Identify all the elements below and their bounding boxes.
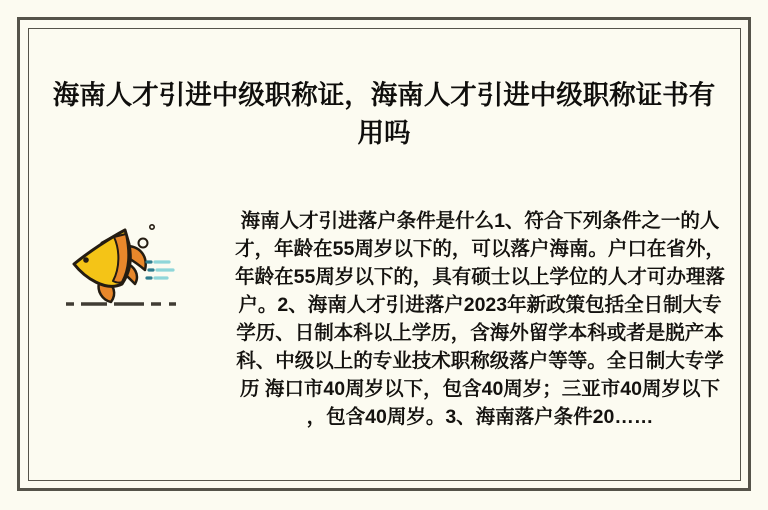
article-line-4: 户。2、海南人才引进落户2023年新政策包括全日制大专 xyxy=(238,294,722,316)
article-line-2: 才，年龄在55周岁以下的，可以落户海南。户口在省外， xyxy=(235,238,725,260)
fish-illustration xyxy=(62,212,184,312)
article-line-8: ，包含40周岁。3、海南落户条件20…… xyxy=(306,406,654,428)
bubble-large-icon xyxy=(139,239,148,248)
bubble-small-icon xyxy=(150,225,154,229)
fish-icon xyxy=(62,212,184,312)
article-line-6: 科、中级以上的专业技术职称级落户等等。全日制大专学 xyxy=(236,350,724,372)
fish-eye xyxy=(83,257,89,263)
page-title xyxy=(40,76,728,152)
article-text xyxy=(226,207,734,431)
article-line-7: 历 海口市40周岁以下，包含40周岁；三亚市40周岁以下 xyxy=(240,378,720,400)
page-title-line-2: 用吗 xyxy=(357,118,411,148)
article-line-3: 年龄在55周岁以下的，具有硕士以上学位的人才可办理落 xyxy=(235,266,725,288)
article-line-1: 海南人才引进落户条件是什么1、符合下列条件之一的人 xyxy=(240,210,720,232)
page-title-line-1: 海南人才引进中级职称证，海南人才引进中级职称证书有 xyxy=(52,80,716,110)
water-splash-icon xyxy=(147,262,173,278)
article-line-5: 学历、日制本科以上学历，含海外留学本科或者是脱产本 xyxy=(236,322,724,344)
